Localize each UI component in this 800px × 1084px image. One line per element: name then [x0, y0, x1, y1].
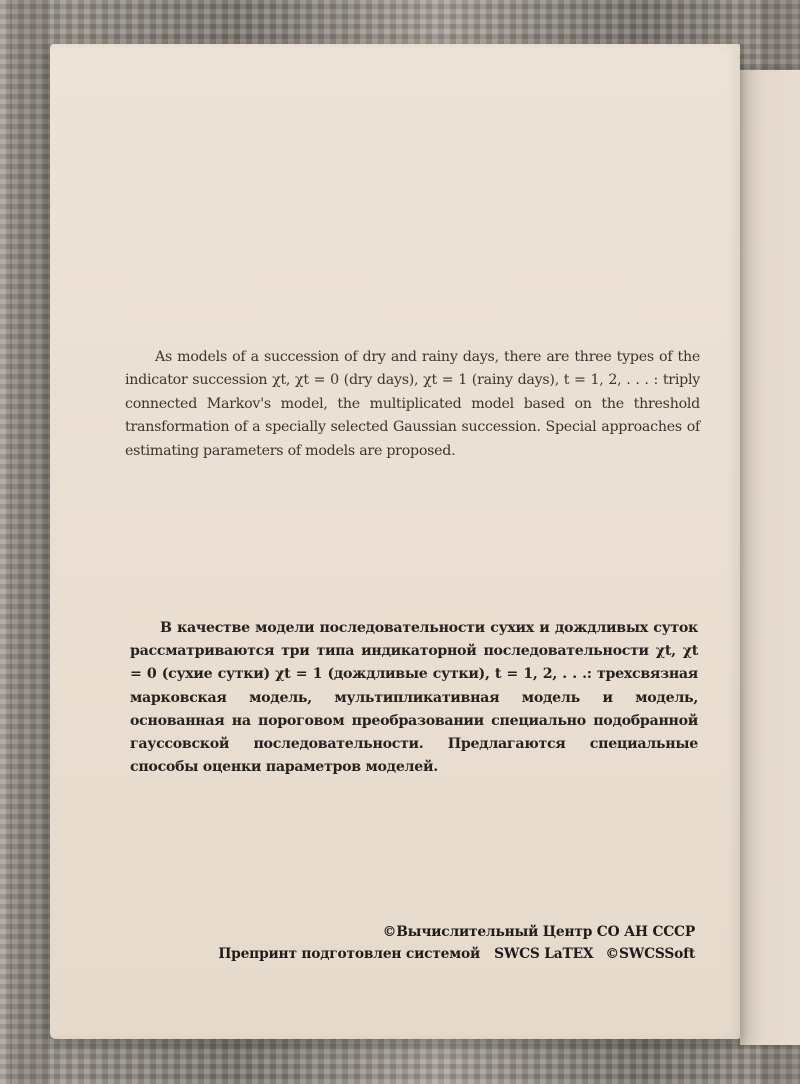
colophon-prepared-line [195, 943, 695, 965]
next-page-edge [740, 70, 800, 1045]
abstract-russian: В качестве модели последовательности сухих и дождливых суток рассматриваются три типа индикаторной последовательности χt, χt = 0 (сухие сутки) χt = 1 (дождливые сутки), t = 1, 2, . . .: трехсвязная марковская модель, мультипликативная модель и модель, основанная на пороговом преобразовании специально подобранной гауссовской последовательности. Предлагаются специальные способы оценки параметров моделей. [130, 620, 698, 776]
backdrop-stripe [10, 0, 50, 1084]
colophon-prepared-label: Препринт подготовлен системой [218, 946, 481, 962]
software-copyright-logo: ©SWCSSoft [605, 946, 695, 962]
colophon-copyright: ©Вычислительный Центр СО АН СССР [382, 924, 695, 940]
typesetting-system-logo: SWCS LaTEX [494, 946, 594, 962]
colophon [195, 921, 695, 965]
book-page [50, 44, 740, 1039]
abstract-english: As models of a succession of dry and rainy days, there are three types of the indicator succession χt, χt = 0 (dry days), χt = 1 (rainy days), t = 1, 2, . . . : triply connected Markov's model, the multiplicated model based on the threshold transformation of a specially selected Gaussian succession. Special approaches of estimating parameters of models are proposed. [125, 349, 700, 459]
